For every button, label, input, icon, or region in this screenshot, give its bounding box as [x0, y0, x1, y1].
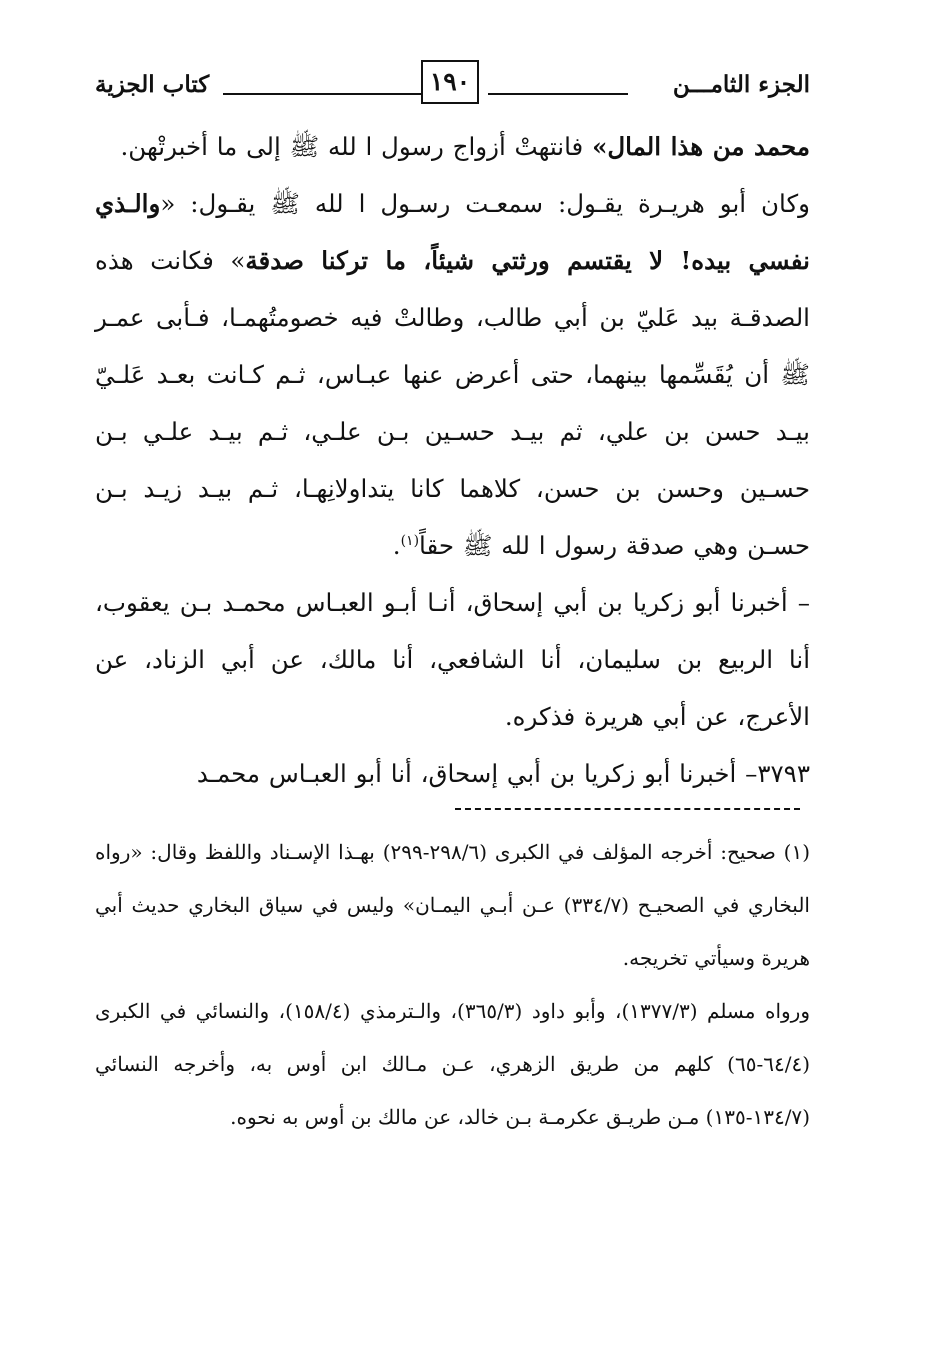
paragraph-3: – أخبرنا أبو زكريا بن أبي إسحاق، أنـا أبـو العبـاس محمـد بـن يعقوب، أنا الربيع بن سليمان، أنا الشافعي، أنا مالك، عن أبي الزناد، عن الأعرج، عن أبي هريرة فذكره. — [95, 588, 810, 731]
page-number: ١٩٠ — [421, 60, 479, 104]
footnote-1-part-2: ورواه مسلم (١٣٧٧/٣)، وأبو داود (٣٦٥/٣)، والـترمذي (١٥٨/٤)، والنسائي في الكبرى (٦٤/٤-٦٥) كلهم من طريق الزهري، عـن مـالك ابن أوس به، وأخرجه النسائي (١٣٤/٧-١٣٥) مـن طريـق عكرمـة بـن خالد، عن مالك بن أوس به نحوه. — [95, 999, 811, 1129]
paragraph-1-text: فانتهتْ أزواج رسول ا لله ﷺ إلى ما أخبرتْهن. — [120, 132, 593, 161]
footnote-separator — [455, 808, 800, 810]
quote-end-bold: محمد من هذا المال» — [592, 132, 810, 161]
footnote-1-part-1: (١) صحيح: أخرجه المؤلف في الكبرى (٢٩٨/٦-٢٩٩) بهـذا الإسـناد واللفظ وقال: «رواه البخاري في الصحيـح (٣٣٤/٧) عـن أبـي اليمـان» وليس في سياق البخاري حديث أبي هريرة وسيأتي تخريجه. — [95, 840, 811, 970]
book-page — [95, 55, 810, 1305]
paragraph-2 — [95, 175, 810, 574]
hadith-quote-bold: والـذي نفسي بيده! لا يقتسم ورثتي شيئاً، ما تركنا صدقة — [95, 189, 810, 275]
book-label: كتاب الجزية — [95, 71, 210, 98]
paragraph-2-text: » فكانت هذه الصدقـة بيد عَليّ بن أبي طالب، وطالتْ فيه خصومتُهمـا، فـأبى عمـر ﷺ أن يُقَسِّمها بينهما، حتى أعرض عنها عبـاس، ثـم كـانت بعـد عَلـيّ بيـد حسن بن علي، ثم بيـد حسـين بـن علـي، ثـم بيـد علـي بـن حسـين وحسن بن حسن، كلاهما كانا يتداولانِهـا، ثـم بيـد زيـد بـن حسـن وهي صدقة رسول ا لله ﷺ حقاً — [95, 246, 810, 560]
paragraph-2-end: . — [392, 531, 401, 560]
footnotes — [95, 826, 810, 1144]
paragraph-2-intro: وكان أبو هريـرة يقـول: سمعـت رسـول ا لله ﷺ يقـول: « — [160, 189, 810, 218]
header-rule-right — [488, 93, 628, 95]
part-label: الجزء الثامـــن — [672, 71, 810, 98]
paragraph-1 — [95, 118, 810, 175]
footnote-reference: (١) — [400, 532, 420, 549]
header-rule-left — [223, 93, 421, 95]
running-header — [95, 55, 810, 110]
main-text — [95, 118, 810, 802]
paragraph-4: ٣٧٩٣– أخبرنا أبو زكريا بن أبي إسحاق، أنا أبو العبـاس محمـد — [196, 759, 810, 788]
